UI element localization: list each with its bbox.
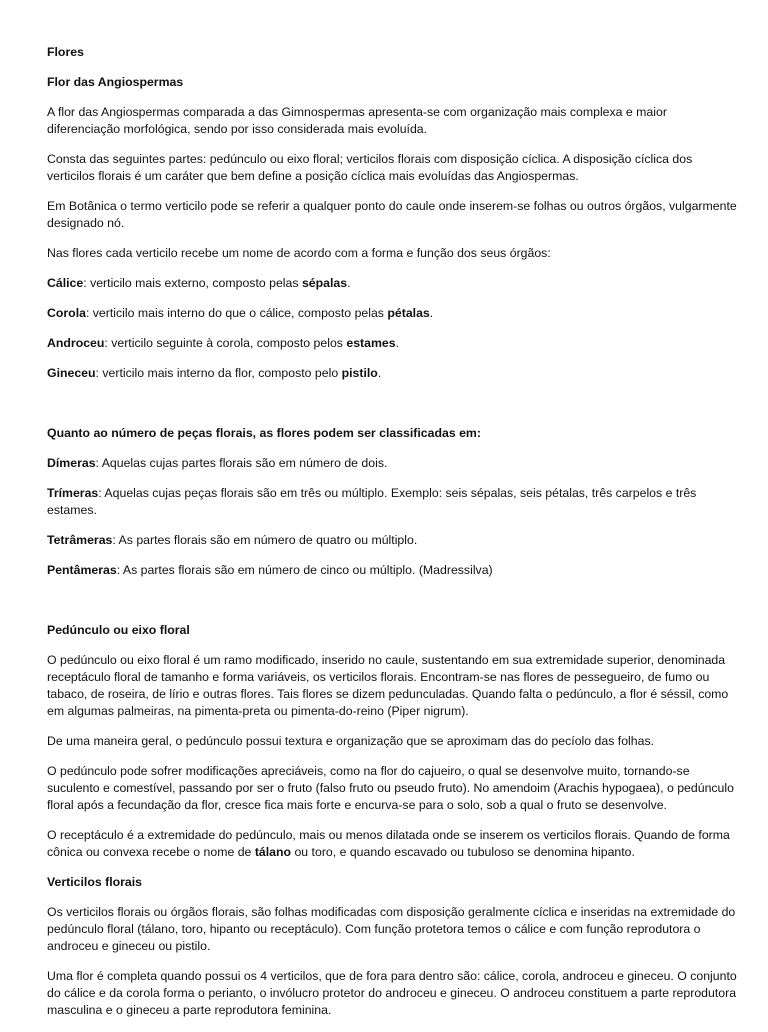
term: Androceu xyxy=(47,336,105,350)
section-heading-verticilos: Verticilos florais xyxy=(47,875,143,889)
paragraph: Os verticilos florais ou órgãos florais, são folhas modificadas com disposição geralmente cíclica e inseridas na extremidade do pedúnculo floral (tálano, toro, hipanto ou receptáculo). Com função protetora temos o cálice e com função reprodutora o androceu e gineceu ou pistilo. xyxy=(47,905,736,953)
definition-text: : As partes florais são em número de quatro ou múltiplo. xyxy=(112,533,418,547)
punctuation: . xyxy=(377,366,382,380)
term: Tetrâmeras xyxy=(47,533,113,547)
definition-text: : Aquelas cujas partes florais são em número de dois. xyxy=(95,456,388,470)
definition-text: : verticilo mais externo, composto pelas xyxy=(83,276,302,290)
paragraph-text: O receptáculo é a extremidade do pedúnculo, mais ou menos dilatada onde se inserem os verticilos florais. Quando de forma cônica ou convexa recebe o nome de xyxy=(47,828,730,859)
definition-text: : verticilo seguinte à corola, composto pelos xyxy=(104,336,347,350)
term: Dímeras xyxy=(47,456,96,470)
definition-tetrameras xyxy=(47,532,737,549)
definition-text: : As partes florais são em número de cinco ou múltiplo. (Madressilva) xyxy=(116,563,493,577)
definition-text: : verticilo mais interno da flor, composto pelo xyxy=(95,366,342,380)
term-bold: tálano xyxy=(254,845,292,859)
paragraph: O pedúnculo ou eixo floral é um ramo modificado, inserido no caule, sustentando em sua extremidade superior, denominada receptáculo floral de tamanho e forma variáveis, os verticilos florais. Encontram-se nas flores de pessegueiro, de fumo ou tabaco, de roseira, de lírio e outras flores. Tais flores se dizem pedunculadas. Quando falta o pedúnculo, a flor é séssil, como em algumas palmeiras, na pimenta-preta ou pimenta-do-reino (Piper nigrum). xyxy=(47,653,729,718)
term: Gineceu xyxy=(47,366,96,380)
term: Pentâmeras xyxy=(47,563,117,577)
paragraph: Em Botânica o termo verticilo pode se referir a qualquer ponto do caule onde inserem-se folhas ou outros órgãos, vulgarmente designado nó. xyxy=(47,199,737,230)
term: Trímeras xyxy=(47,486,99,500)
punctuation: . xyxy=(395,336,400,350)
paragraph: Nas flores cada verticilo recebe um nome de acordo com a forma e função dos seus órgãos: xyxy=(47,246,551,260)
paragraph: Consta das seguintes partes: pedúnculo ou eixo floral; verticilos florais com disposição cíclica. A disposição cíclica dos verticilos florais é um caráter que bem define a posição cíclica mais evoluídas das Angiospermas. xyxy=(47,152,693,183)
paragraph: Uma flor é completa quando possui os 4 verticilos, que de fora para dentro são: cálice, corola, androceu e gineceu. O conjunto do cálice e da corola forma o perianto, o invólucro protetor do androceu e gineceu. O androceu constituem a parte reprodutora masculina e o gineceu a parte reprodutora feminina. xyxy=(47,969,737,1017)
definition-gineceu xyxy=(47,365,737,382)
paragraph: O pedúnculo pode sofrer modificações apreciáveis, como na flor do cajueiro, o qual se desenvolve muito, tornando-se suculento e comestível, passando por ser o fruto (falso fruto ou pseudo fruto). No amendoim (Arachis hypogaea), o pedúnculo floral após a fecundação da flor, cresce fica mais forte e encurva-se para o solo, sob a qual o fruto se desenvolve. xyxy=(47,764,734,812)
term-bold: pistilo xyxy=(341,366,378,380)
section-heading-angiospermas: Flor das Angiospermas xyxy=(47,75,184,89)
term-bold: pétalas xyxy=(387,306,430,320)
term: Corola xyxy=(47,306,86,320)
paragraph: A flor das Angiospermas comparada a das Gimnospermas apresenta-se com organização mais complexa e maior diferenciação morfológica, sendo por isso considerada mais evoluída. xyxy=(47,105,667,136)
definition-calice xyxy=(47,275,737,292)
definition-trimeras xyxy=(47,485,737,519)
definition-androceu xyxy=(47,335,737,352)
spacer xyxy=(47,592,737,622)
term-bold: estames xyxy=(346,336,396,350)
definition-text: : verticilo mais interno do que o cálice, composto pelas xyxy=(85,306,388,320)
paragraph-receptaculo xyxy=(47,827,737,861)
section-heading-classificacao: Quanto ao número de peças florais, as flores podem ser classificadas em: xyxy=(47,426,481,440)
document-page xyxy=(47,44,737,1032)
punctuation: . xyxy=(347,276,351,290)
page-title: Flores xyxy=(47,45,84,59)
section-heading-pedunculo: Pedúnculo ou eixo floral xyxy=(47,623,190,637)
punctuation: . xyxy=(429,306,434,320)
definition-text: : Aquelas cujas peças florais são em três ou múltiplo. Exemplo: seis sépalas, seis pétalas, três carpelos e três estames. xyxy=(47,486,697,517)
definition-dimeras xyxy=(47,455,737,472)
definition-pentameras xyxy=(47,562,737,579)
spacer xyxy=(47,395,737,425)
paragraph: De uma maneira geral, o pedúnculo possui textura e organização que se aproximam das do pecíolo das folhas. xyxy=(47,734,655,748)
term-bold: sépalas xyxy=(301,276,348,290)
definition-corola xyxy=(47,305,737,322)
paragraph-text: ou toro, e quando escavado ou tubuloso se denomina hipanto. xyxy=(291,845,635,859)
term: Cálice xyxy=(47,276,84,290)
